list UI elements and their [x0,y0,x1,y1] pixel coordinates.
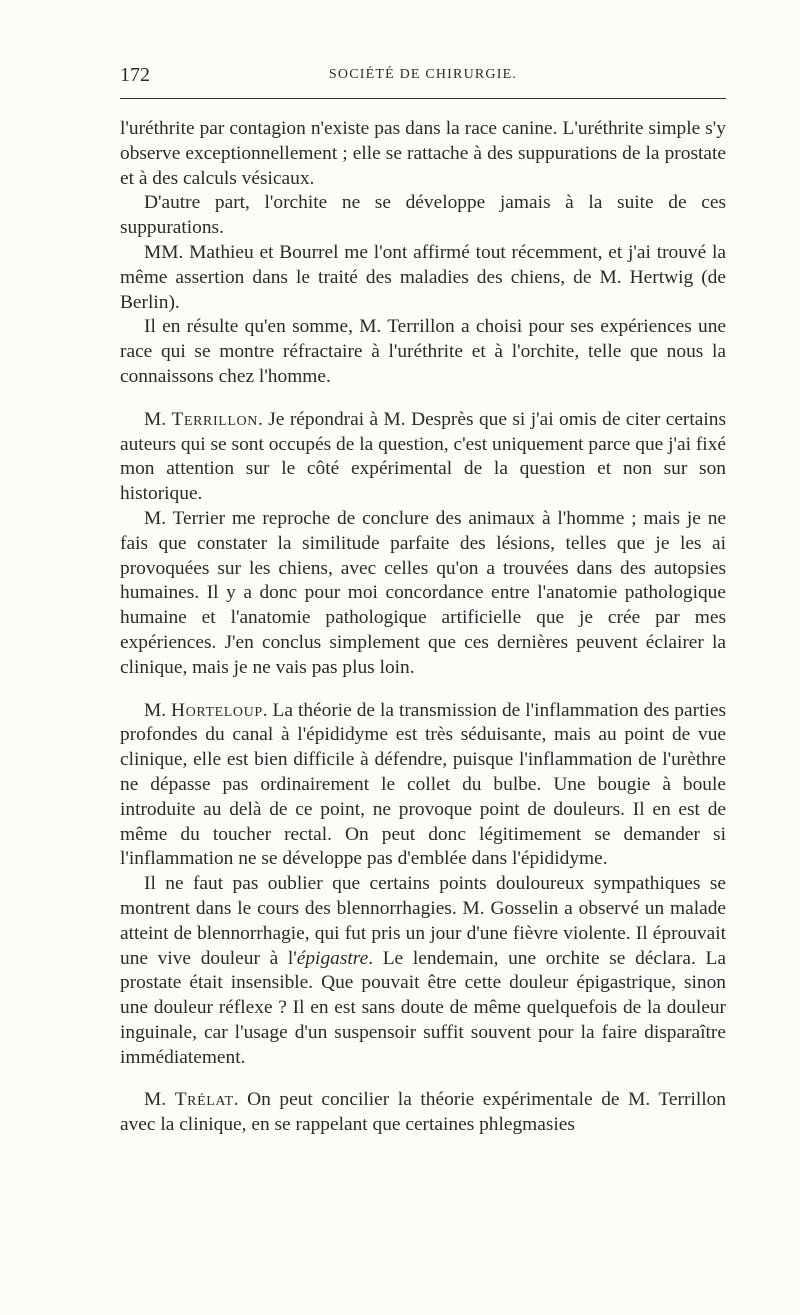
paragraph-text: MM. Mathieu et Bourrel me l'ont affirmé tout récemment, et j'ai trouvé la même assertion dans le traité des maladies des chiens, de M. Hertwig (de Berlin). [120,241,726,313]
running-title: SOCIÉTÉ DE CHIRURGIE. [328,67,518,82]
page-header [120,64,726,90]
body-text [120,117,726,1138]
paragraph-2 [120,191,726,241]
paragraph-text: l'uréthrite par contagion n'existe pas dans la race canine. L'uréthrite simple s'y observe exceptionnellement ; elle se rattache à des suppurations de la prostate et à des calculs vésicaux. [120,118,726,189]
paragraph-text: Il en résulte qu'en somme, M. Terrillon a choisi pour ses expériences une race qui se montre réfractaire à l'uréthrite et à l'orchite, telle que nous la connaissons chez l'homme. [120,316,726,387]
speaker-name: Terrillon [171,408,258,430]
speaker-prefix: M. [144,699,172,721]
italic-term: épigastre [296,947,369,969]
paragraph-text: . On peut concilier la théorie expérimentale de M. Terrillon avec la clinique, en se rappelant que certaines phlegmasies [120,1089,726,1136]
paragraph-terrillon-reply [120,408,726,507]
paragraph-8 [120,872,726,1070]
speaker-name: Horteloup [171,699,263,721]
paragraph-6 [120,507,726,681]
speaker-prefix: M. [144,408,172,430]
paragraph-text: . La théorie de la transmission de l'inflammation des parties profondes du canal à l'épididyme est très séduisante, mais au point de vue clinique, elle est bien difficile à défendre, puisque l'inflammation de l'urèthre ne dépasse pas ordinairement le collet du bulbe. Une bougie à boule introduite au delà de ce point, ne provoque point de douleurs. Il en est de même du toucher rectal. On peut donc légitimement se demander si l'inflammation ne se développe pas d'emblée dans l'épididyme. [120,699,726,870]
paragraph-text: M. Terrier me reproche de conclure des animaux à l'homme ; mais je ne fais que constater la similitude parfaite des lésions, telles que je les ai provoquées sur les chiens, avec celles qu'on a trouvées dans des autopsies humaines. Il y a donc pour moi concordance entre l'anatomie pathologique humaine et l'anatomie pathologique artificielle que je crée par mes expériences. J'en conclus simplement que ces dernières peuvent éclairer la clinique, mais je ne vais pas plus loin. [120,507,726,678]
paragraph-text: D'autre part, l'orchite ne se développe jamais à la suite de ces suppurations. [120,192,726,239]
speaker-name: Trélat [174,1089,234,1111]
paragraph-3 [120,241,726,315]
paragraph-text: . Je répondrai à M. Desprès que si j'ai omis de citer certains auteurs qui se sont occupés de la question, c'est uniquement parce que j'ai fixé mon attention sur le côté expérimental de la question et non sur son historique. [120,408,727,505]
paragraph-1 [120,117,726,191]
paragraph-text-continued: . Le lendemain, une orchite se déclara. La prostate était insensible. Que pouvait être cette douleur épigastrique, sinon une douleur réflexe ? Il en est sans doute de même quelquefois de la douleur inguinale, car l'usage d'un suspensoir suffit souvent pour la faire disparaître immédiatement. [120,947,726,1068]
speaker-prefix: M. [144,1089,175,1111]
book-page [120,64,726,1138]
paragraph-trelat [120,1088,726,1138]
page-number: 172 [120,64,150,86]
header-rule [120,98,726,99]
paragraph-text: Il ne faut pas oublier que certains points douloureux sympathiques se montrent dans le cours des blennorrhagies. M. Gosselin a observé un malade atteint de blennorrhagie, qui fut pris un jour d'une fièvre violente. Il éprouvait une vive douleur à l' [120,873,726,969]
paragraph-horteloup [120,699,726,873]
paragraph-4 [120,315,726,389]
